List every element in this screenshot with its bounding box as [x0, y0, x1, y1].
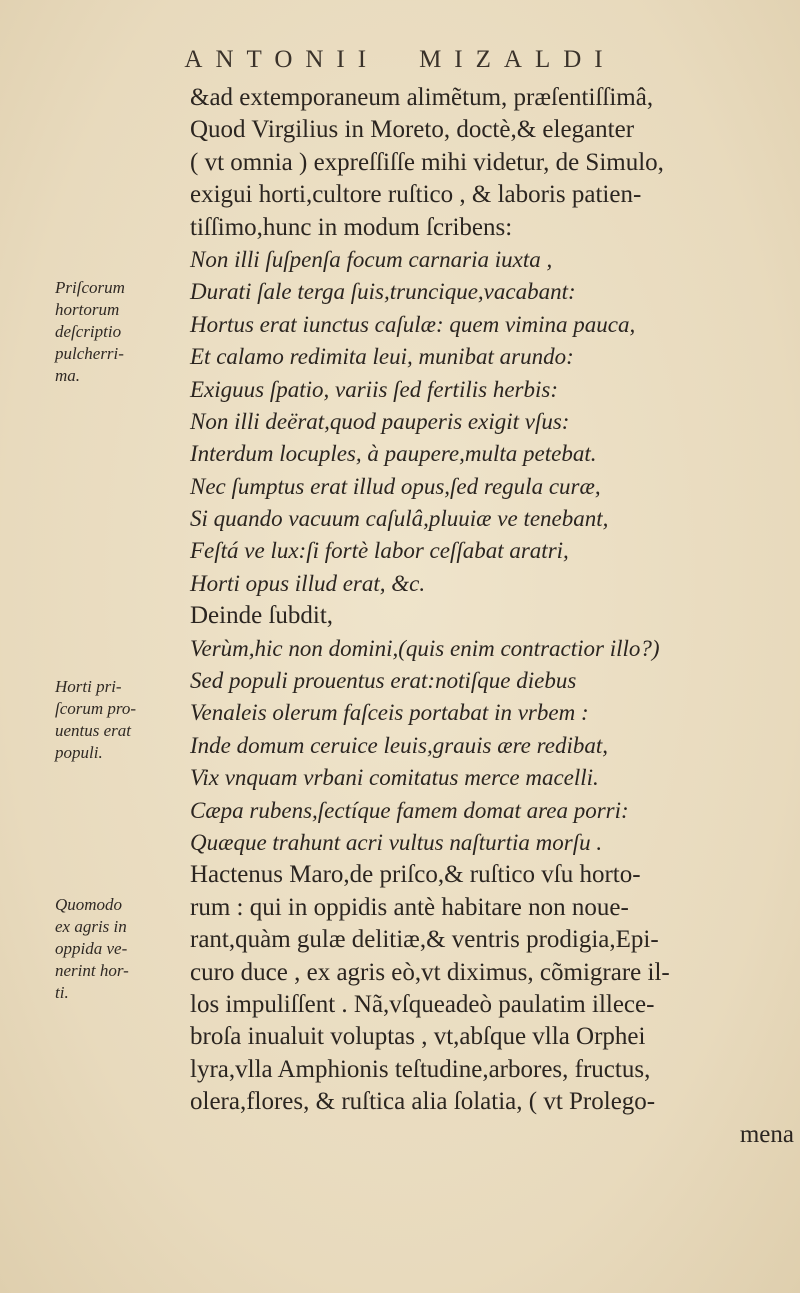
- verse-line: Non illi ſuſpenſa focum carnaria iuxta ,: [190, 246, 553, 272]
- text-line: lyra,vlla Amphionis teſtudine,arbores, fructus,: [190, 1055, 651, 1083]
- margin-note: [55, 894, 185, 1004]
- verse-line: Nec ſumptus erat illud opus,ſed regula curæ,: [190, 473, 601, 499]
- text-line: broſa inualuit voluptas , vt,abſque vlla Orphei: [190, 1023, 646, 1051]
- margin-note-line: Priſcorum: [55, 278, 125, 297]
- margin-note-line: uentus erat: [55, 721, 132, 740]
- verse-line: Cæpa rubens,ſectíque famem domat area porri:: [190, 797, 629, 823]
- text-line: rant,quàm gulæ delitiæ,& ventris prodigia,Epi-: [190, 926, 659, 954]
- text-line: exigui horti,cultore ruſtico , & laboris patien-: [190, 181, 642, 209]
- margin-note-line: ex agris in: [55, 917, 127, 936]
- margin-note-line: nerint hor-: [55, 961, 129, 980]
- text-line: tiſſimo,hunc in modum ſcribens:: [190, 213, 513, 241]
- text-line: Hactenus Maro,de priſco,& ruſtico vſu horto-: [190, 861, 641, 889]
- verse-line: Vix vnquam vrbani comitatus merce macelli.: [190, 765, 599, 791]
- text-line: los impuliſſent . Nã,vſqueadeò paulatim illece-: [190, 990, 655, 1018]
- verse-line: Sed populi prouentus erat:notiſque diebus: [190, 668, 577, 694]
- margin-note-line: ſcorum pro-: [55, 699, 137, 718]
- text-line: mena: [739, 1120, 794, 1148]
- margin-note-line: ti.: [55, 983, 69, 1002]
- verse-line: Quæque trahunt acri vultus naſturtia morſu .: [190, 829, 603, 855]
- verse-line: Interdum locuples, à paupere,multa petebat.: [190, 441, 597, 467]
- margin-note-line: Horti pri-: [55, 677, 122, 696]
- text-line: Deinde ſubdit,: [190, 602, 334, 630]
- text-line: rum : qui in oppidis antè habitare non noue-: [190, 893, 629, 921]
- margin-note: [55, 277, 185, 387]
- margin-note-line: deſcriptio: [55, 322, 122, 341]
- verse-line: Feſtá ve lux:ſi fortè labor ceſſabat aratri,: [190, 538, 569, 564]
- margin-note-line: populi.: [55, 743, 103, 762]
- verse-line: Verùm,hic non domini,(quis enim contractior illo?): [190, 635, 660, 661]
- verse-line: Non illi deërat,quod pauperis exigit vſus:: [190, 408, 570, 434]
- verse-line: Hortus erat iunctus caſulæ: quem vimina pauca,: [190, 311, 636, 337]
- text-line: ( vt omnia ) expreſſiſſe mihi videtur, de Simulo,: [190, 148, 664, 176]
- text-line: Quod Virgilius in Moreto, doctè,& eleganter: [190, 116, 635, 144]
- verse-line: Durati ſale terga ſuis,truncique,vacabant:: [190, 279, 576, 305]
- margin-note-line: pulcherri-: [55, 344, 124, 363]
- verse-line: Exiguus ſpatio, variis ſed fertilis herbis:: [190, 376, 558, 402]
- body-text: [190, 82, 800, 1151]
- text-line: &ad extemporaneum alimẽtum, præſentiſſimâ,: [190, 84, 654, 111]
- margin-note: [55, 676, 185, 764]
- margin-note-line: ma.: [55, 366, 81, 385]
- header-word-antonii: ANTONII: [184, 46, 380, 73]
- margin-note-line: oppida ve-: [55, 939, 128, 958]
- running-header: [0, 46, 800, 74]
- verse-line: Et calamo redimita leui, munibat arundo:: [190, 344, 574, 370]
- margin-note-line: hortorum: [55, 300, 120, 319]
- text-line: curo duce , ex agris eò,vt diximus, cõmigrare il-: [190, 958, 670, 986]
- verse-line: Horti opus illud erat, &c.: [190, 570, 426, 596]
- verse-line: Venaleis olerum faſceis portabat in vrbem :: [190, 700, 589, 726]
- header-word-mizaldi: MIZALDI: [419, 46, 616, 73]
- verse-line: Si quando vacuum caſulâ,pluuiæ ve tenebant,: [190, 506, 609, 532]
- text-line: olera,flores, & ruſtica alia ſolatia, ( vt Prolego-: [190, 1088, 656, 1116]
- verse-line: Inde domum ceruice leuis,grauis ære redibat,: [190, 732, 608, 758]
- margin-note-line: Quomodo: [55, 895, 123, 914]
